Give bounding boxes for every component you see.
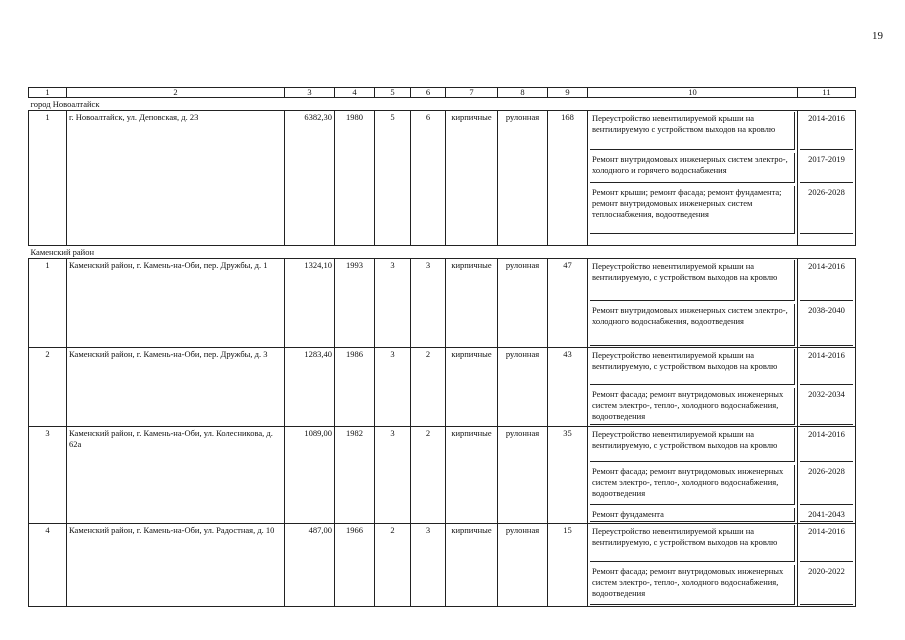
roof-cell: рулонная — [498, 111, 548, 246]
walls-cell: кирпичные — [446, 427, 498, 524]
row-number: 3 — [29, 427, 67, 524]
header-cell: 4 — [335, 88, 375, 98]
work-description: Ремонт крыши; ремонт фасада; ремонт фундамента; ремонт внутридомовых инженерных систем теплоснабжения, водоотведения — [590, 186, 795, 234]
works-cell — [588, 524, 798, 607]
area-cell: 6382,30 — [285, 111, 335, 246]
header-cell: 9 — [548, 88, 588, 98]
header-cell: 10 — [588, 88, 798, 98]
entrances-cell: 3 — [411, 259, 446, 348]
count-cell: 168 — [548, 111, 588, 246]
work-period: 2014-2016 — [800, 428, 853, 462]
year-cell: 1986 — [335, 348, 375, 427]
area-cell: 487,00 — [285, 524, 335, 607]
count-cell: 47 — [548, 259, 588, 348]
work-description: Ремонт фасада; ремонт внутридомовых инженерных систем электро-, тепло-, холодного водоснабжения, водоотведения — [590, 465, 795, 505]
entrances-cell: 3 — [411, 524, 446, 607]
periods-cell — [798, 348, 856, 427]
periods-cell — [798, 259, 856, 348]
header-row — [29, 88, 856, 98]
roof-cell: рулонная — [498, 524, 548, 607]
periods-cell — [798, 524, 856, 607]
table-row — [29, 524, 856, 607]
floors-cell: 3 — [375, 427, 411, 524]
work-description: Ремонт внутридомовых инженерных систем электро-, холодного и горячего водоснабжения — [590, 153, 795, 183]
header-cell: 5 — [375, 88, 411, 98]
table-row — [29, 111, 856, 246]
row-number: 1 — [29, 111, 67, 246]
roof-cell: рулонная — [498, 348, 548, 427]
work-period: 2014-2016 — [800, 349, 853, 385]
year-cell: 1993 — [335, 259, 375, 348]
table-row — [29, 259, 856, 348]
table-row — [29, 427, 856, 524]
header-cell: 8 — [498, 88, 548, 98]
address-cell: Каменский район, г. Камень-на-Оби, пер. Дружбы, д. 3 — [67, 348, 285, 427]
work-period: 2032-2034 — [800, 388, 853, 425]
floors-cell: 2 — [375, 524, 411, 607]
header-cell: 11 — [798, 88, 856, 98]
work-period: 2038-2040 — [800, 304, 853, 346]
count-cell: 43 — [548, 348, 588, 427]
periods-cell — [798, 427, 856, 524]
entrances-cell: 6 — [411, 111, 446, 246]
section-title: город Новоалтайск — [29, 98, 856, 111]
table-row — [29, 348, 856, 427]
section-row — [29, 98, 856, 111]
address-cell: Каменский район, г. Камень-на-Оби, пер. Дружбы, д. 1 — [67, 259, 285, 348]
header-cell: 6 — [411, 88, 446, 98]
periods-cell — [798, 111, 856, 246]
work-description: Переустройство невентилируемой крыши на вентилируемую, с устройством выходов на кровлю — [590, 260, 795, 301]
work-period: 2014-2016 — [800, 112, 853, 150]
work-period: 2014-2016 — [800, 525, 853, 562]
address-cell: Каменский район, г. Камень-на-Оби, ул. Радостная, д. 10 — [67, 524, 285, 607]
work-period: 2026-2028 — [800, 186, 853, 234]
walls-cell: кирпичные — [446, 348, 498, 427]
section-row — [29, 246, 856, 259]
entrances-cell: 2 — [411, 427, 446, 524]
section-title: Каменский район — [29, 246, 856, 259]
floors-cell: 3 — [375, 348, 411, 427]
header-cell: 3 — [285, 88, 335, 98]
count-cell: 35 — [548, 427, 588, 524]
spacer — [800, 234, 853, 244]
work-description: Переустройство невентилируемой крыши на вентилируемую, с устройством выходов на кровлю — [590, 525, 795, 562]
work-description: Ремонт фасада; ремонт внутридомовых инженерных систем электро-, тепло-, холодного водоснабжения, водоотведения — [590, 565, 795, 605]
header-cell: 2 — [67, 88, 285, 98]
work-period: 2014-2016 — [800, 260, 853, 301]
year-cell: 1982 — [335, 427, 375, 524]
entrances-cell: 2 — [411, 348, 446, 427]
works-cell — [588, 259, 798, 348]
walls-cell: кирпичные — [446, 524, 498, 607]
register-table — [28, 87, 856, 607]
walls-cell: кирпичные — [446, 111, 498, 246]
area-cell: 1089,00 — [285, 427, 335, 524]
address-cell: Каменский район, г. Камень-на-Оби, ул. Колесникова, д. 62а — [67, 427, 285, 524]
walls-cell: кирпичные — [446, 259, 498, 348]
floors-cell: 3 — [375, 259, 411, 348]
work-period: 2017-2019 — [800, 153, 853, 183]
address-cell: г. Новоалтайск, ул. Деповская, д. 23 — [67, 111, 285, 246]
row-number: 4 — [29, 524, 67, 607]
work-period: 2020-2022 — [800, 565, 853, 605]
floors-cell: 5 — [375, 111, 411, 246]
row-number: 2 — [29, 348, 67, 427]
works-cell — [588, 427, 798, 524]
year-cell: 1966 — [335, 524, 375, 607]
works-cell — [588, 111, 798, 246]
work-description: Переустройство невентилируемой крыши на вентилируемую, с устройством выходов на кровлю — [590, 349, 795, 385]
row-number: 1 — [29, 259, 67, 348]
work-description: Переустройство невентилируемой крыши на вентилируемую с устройством выходов на кровлю — [590, 112, 795, 150]
work-period: 2041-2043 — [800, 508, 853, 522]
header-cell: 1 — [29, 88, 67, 98]
header-cell: 7 — [446, 88, 498, 98]
works-cell — [588, 348, 798, 427]
work-description: Ремонт фундамента — [590, 508, 795, 522]
work-description: Ремонт внутридомовых инженерных систем электро-, холодного водоснабжения, водоотведения — [590, 304, 795, 346]
page-number: 19 — [872, 30, 883, 42]
roof-cell: рулонная — [498, 427, 548, 524]
year-cell: 1980 — [335, 111, 375, 246]
work-description: Переустройство невентилируемой крыши на вентилируемую, с устройством выходов на кровлю — [590, 428, 795, 462]
spacer — [590, 234, 795, 244]
work-period: 2026-2028 — [800, 465, 853, 505]
work-description: Ремонт фасада; ремонт внутридомовых инженерных систем электро-, тепло-, холодного водоснабжения, водоотведения — [590, 388, 795, 425]
area-cell: 1283,40 — [285, 348, 335, 427]
roof-cell: рулонная — [498, 259, 548, 348]
count-cell: 15 — [548, 524, 588, 607]
area-cell: 1324,10 — [285, 259, 335, 348]
